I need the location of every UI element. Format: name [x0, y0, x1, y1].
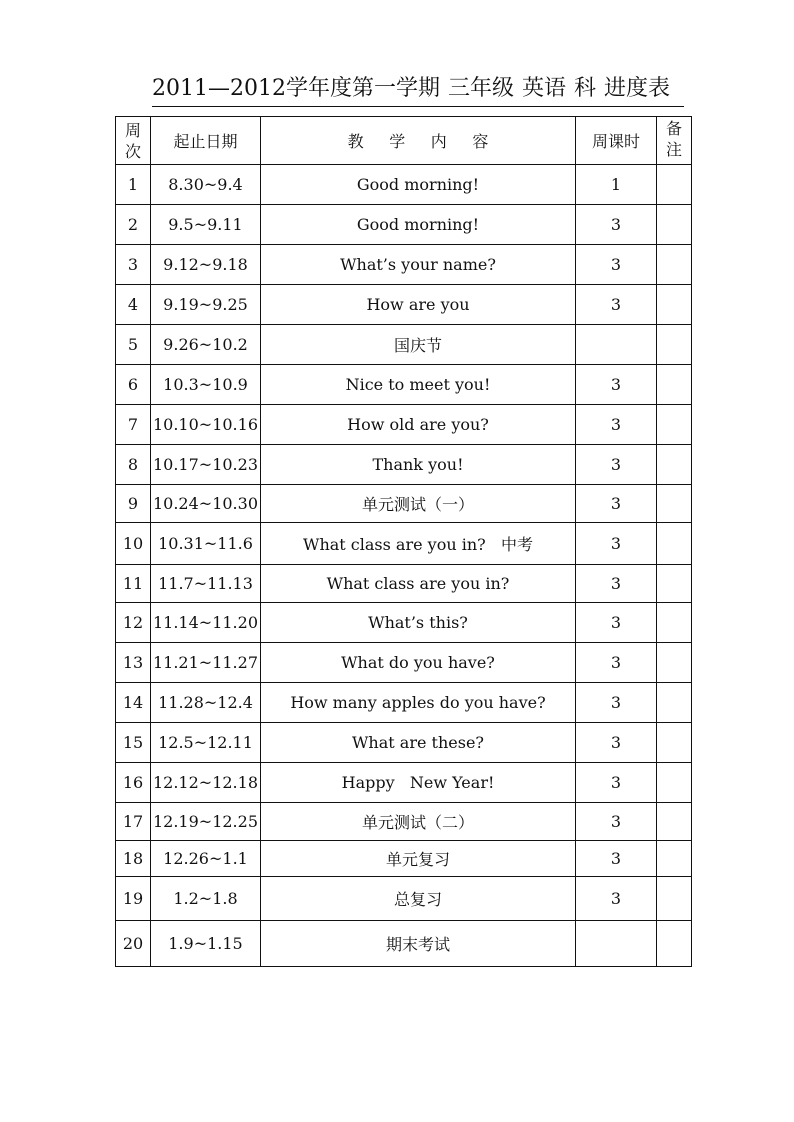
cell-hours: 3	[576, 723, 657, 763]
cell-week: 14	[116, 683, 151, 723]
cell-note	[657, 445, 692, 485]
cell-dates: 12.19~12.25	[151, 803, 261, 841]
cell-hours: 3	[576, 523, 657, 565]
cell-dates: 9.12~9.18	[151, 245, 261, 285]
cell-week: 12	[116, 603, 151, 643]
cell-note	[657, 603, 692, 643]
table-header-row	[116, 117, 692, 165]
cell-week: 7	[116, 405, 151, 445]
cell-content: What’s your name?	[261, 245, 576, 285]
cell-dates: 10.17~10.23	[151, 445, 261, 485]
table-row	[116, 285, 692, 325]
cell-note	[657, 325, 692, 365]
title-term: 学年度第一学期	[285, 76, 440, 101]
cell-week: 2	[116, 205, 151, 245]
cell-content: 国庆节	[261, 325, 576, 365]
table-row	[116, 523, 692, 565]
table-body	[116, 165, 692, 967]
cell-dates: 9.26~10.2	[151, 325, 261, 365]
cell-dates: 11.14~11.20	[151, 603, 261, 643]
cell-dates: 12.12~12.18	[151, 763, 261, 803]
cell-content: What’s this?	[261, 603, 576, 643]
cell-note	[657, 877, 692, 921]
header-dates: 起止日期	[151, 117, 261, 165]
cell-content: Thank you!	[261, 445, 576, 485]
cell-hours: 3	[576, 803, 657, 841]
cell-hours: 3	[576, 245, 657, 285]
table-row	[116, 165, 692, 205]
cell-hours: 3	[576, 445, 657, 485]
title-grade: 三年级	[448, 76, 515, 101]
table-row	[116, 603, 692, 643]
cell-dates: 12.5~12.11	[151, 723, 261, 763]
cell-note	[657, 485, 692, 523]
cell-week: 4	[116, 285, 151, 325]
cell-dates: 9.5~9.11	[151, 205, 261, 245]
cell-content: Happy New Year!	[261, 763, 576, 803]
header-hours: 周课时	[576, 117, 657, 165]
cell-hours: 3	[576, 565, 657, 603]
table-row	[116, 245, 692, 285]
cell-dates: 10.31~11.6	[151, 523, 261, 565]
cell-week: 10	[116, 523, 151, 565]
cell-hours	[576, 325, 657, 365]
cell-hours: 3	[576, 285, 657, 325]
cell-week: 3	[116, 245, 151, 285]
table-row	[116, 565, 692, 603]
cell-week: 8	[116, 445, 151, 485]
cell-dates: 8.30~9.4	[151, 165, 261, 205]
cell-content: Good morning!	[261, 165, 576, 205]
cell-note	[657, 405, 692, 445]
cell-hours: 3	[576, 485, 657, 523]
cell-hours: 3	[576, 877, 657, 921]
cell-week: 17	[116, 803, 151, 841]
cell-note	[657, 365, 692, 405]
cell-dates: 12.26~1.1	[151, 841, 261, 877]
cell-hours: 3	[576, 205, 657, 245]
cell-content: How many apples do you have?	[261, 683, 576, 723]
header-week: 周次	[116, 117, 151, 165]
cell-week: 9	[116, 485, 151, 523]
schedule-table	[115, 116, 692, 967]
cell-dates: 10.10~10.16	[151, 405, 261, 445]
table-row	[116, 405, 692, 445]
cell-note	[657, 523, 692, 565]
table-row	[116, 365, 692, 405]
cell-note	[657, 565, 692, 603]
cell-week: 5	[116, 325, 151, 365]
cell-dates: 11.21~11.27	[151, 643, 261, 683]
table-row	[116, 683, 692, 723]
cell-week: 19	[116, 877, 151, 921]
table-row	[116, 921, 692, 967]
cell-note	[657, 803, 692, 841]
cell-week: 11	[116, 565, 151, 603]
table-row	[116, 763, 692, 803]
table-row	[116, 205, 692, 245]
cell-week: 15	[116, 723, 151, 763]
title-year: 2011—2012	[152, 76, 286, 101]
cell-hours: 3	[576, 365, 657, 405]
cell-note	[657, 841, 692, 877]
table-row	[116, 803, 692, 841]
cell-content: 期末考试	[261, 921, 576, 967]
table-row	[116, 723, 692, 763]
cell-week: 18	[116, 841, 151, 877]
cell-content: What class are you in?	[261, 565, 576, 603]
header-notes: 备注	[657, 117, 692, 165]
cell-hours	[576, 921, 657, 967]
table-row	[116, 325, 692, 365]
table-row	[116, 841, 692, 877]
cell-week: 1	[116, 165, 151, 205]
cell-note	[657, 763, 692, 803]
cell-note	[657, 165, 692, 205]
cell-hours: 3	[576, 603, 657, 643]
cell-hours: 3	[576, 841, 657, 877]
cell-week: 13	[116, 643, 151, 683]
cell-content: How are you	[261, 285, 576, 325]
cell-hours: 1	[576, 165, 657, 205]
cell-hours: 3	[576, 405, 657, 445]
table-row	[116, 445, 692, 485]
title-subject-suffix: 科	[574, 76, 597, 101]
cell-content: Good morning!	[261, 205, 576, 245]
cell-content: What are these?	[261, 723, 576, 763]
cell-dates: 11.7~11.13	[151, 565, 261, 603]
cell-content: What do you have?	[261, 643, 576, 683]
table-row	[116, 643, 692, 683]
table-row	[116, 877, 692, 921]
cell-content: 总复习	[261, 877, 576, 921]
cell-hours: 3	[576, 683, 657, 723]
cell-content: How old are you?	[261, 405, 576, 445]
cell-note	[657, 643, 692, 683]
document-title	[152, 72, 684, 107]
cell-content: What class are you in? 中考	[261, 523, 576, 565]
cell-week: 6	[116, 365, 151, 405]
cell-note	[657, 683, 692, 723]
cell-content: 单元测试（一）	[261, 485, 576, 523]
cell-week: 20	[116, 921, 151, 967]
cell-note	[657, 285, 692, 325]
cell-dates: 1.2~1.8	[151, 877, 261, 921]
cell-hours: 3	[576, 643, 657, 683]
title-subject: 英语	[522, 76, 567, 101]
cell-content: 单元测试（二）	[261, 803, 576, 841]
title-doc: 进度表	[604, 76, 671, 101]
cell-dates: 11.28~12.4	[151, 683, 261, 723]
cell-note	[657, 921, 692, 967]
cell-hours: 3	[576, 763, 657, 803]
cell-note	[657, 245, 692, 285]
cell-dates: 1.9~1.15	[151, 921, 261, 967]
cell-dates: 10.24~10.30	[151, 485, 261, 523]
cell-dates: 9.19~9.25	[151, 285, 261, 325]
header-content: 教学内容	[261, 117, 576, 165]
cell-content: 单元复习	[261, 841, 576, 877]
cell-note	[657, 723, 692, 763]
cell-dates: 10.3~10.9	[151, 365, 261, 405]
cell-note	[657, 205, 692, 245]
cell-content: Nice to meet you!	[261, 365, 576, 405]
cell-week: 16	[116, 763, 151, 803]
table-row	[116, 485, 692, 523]
